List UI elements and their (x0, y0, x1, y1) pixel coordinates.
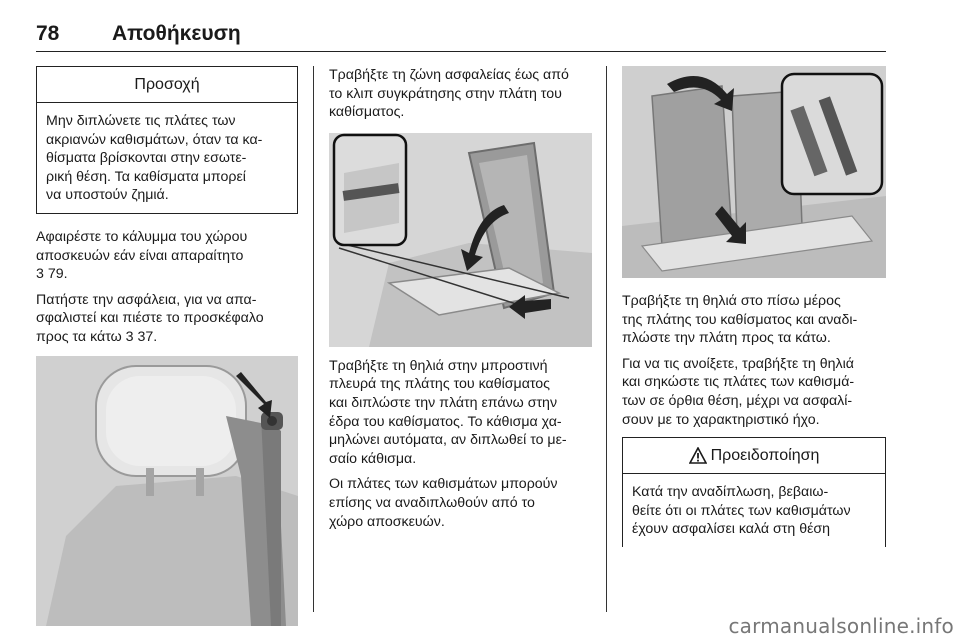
caution-line: ρική θέση. Τα καθίσματα μπορεί (46, 168, 246, 185)
headrest-illustration (36, 356, 298, 626)
text-line: Οι πλάτες των καθισμάτων μπορούν (329, 476, 558, 493)
page-ref-value[interactable]: 37. (137, 328, 158, 345)
text-line: πλώστε την πλάτη προς τα κάτω. (622, 330, 831, 347)
paragraph-remove-cover (36, 228, 298, 284)
text-line: αποσκευών εάν είναι απαραίτητο (36, 247, 244, 264)
paragraph-pull-loop-rear (622, 292, 886, 348)
warning-triangle-icon (689, 447, 707, 464)
fold-seat-illustration (329, 133, 592, 347)
warning-box-title-row (623, 438, 885, 474)
text-line: Πατήστε την ασφάλεια, για να απα- (36, 291, 257, 308)
text-line: επίσης να αναδιπλωθούν από το (329, 494, 535, 511)
warning-line: έχουν ασφαλίσει καλά στη θέση (632, 521, 831, 538)
paragraph-open-seats (622, 355, 886, 429)
text-line: σουν με το χαρακτηριστικό ήχο. (622, 411, 820, 428)
text-line: χώρο αποσκευών. (329, 513, 445, 530)
text-line: Για να τις ανοίξετε, τραβήξτε τη θηλιά (622, 355, 854, 372)
page-ref-arrow[interactable]: 3 (125, 328, 134, 345)
text-line: σφαλιστεί και πιέστε το προσκέφαλο (36, 310, 264, 327)
page-ref-arrow[interactable]: 3 (36, 266, 44, 283)
text-line: και διπλώστε την πλάτη επάνω στην (329, 394, 558, 411)
text-line: Αφαιρέστε το κάλυμμα του χώρου (36, 229, 248, 245)
caution-line: να υποστούν ζημιά. (46, 187, 169, 204)
text-line (36, 328, 298, 347)
caution-box-body (37, 103, 297, 214)
page-ref-value[interactable]: 79. (47, 266, 68, 283)
watermark: carmanualsonline.info (728, 614, 954, 638)
text-line: σαίο κάθισμα. (329, 450, 417, 467)
text-line: καθίσματος. (329, 104, 405, 121)
paragraph-pull-belt (329, 66, 594, 122)
text-line: της πλάτης του καθίσματος και αναδι- (622, 311, 858, 328)
trunk-fold-illustration (622, 66, 886, 278)
text-line (36, 265, 298, 284)
warning-box-title: Προειδοποίηση (710, 447, 820, 465)
warning-box-body (623, 474, 885, 548)
column-3 (622, 66, 886, 547)
text-line: και σηκώστε τις πλάτες των καθισμά- (622, 374, 855, 391)
text-line: πλευρά της πλάτης του καθίσματος (329, 376, 551, 393)
text-line: έδρα του καθίσματος. Το κάθισμα χα- (329, 413, 562, 430)
column-2 (329, 66, 594, 538)
column-divider-1 (313, 66, 314, 612)
warning-box (622, 437, 886, 547)
text-line: των σε όρθια θέση, μέχρι να ασφαλί- (622, 392, 853, 409)
header-rule (36, 51, 886, 52)
warning-line: θείτε ότι οι πλάτες των καθισμάτων (632, 502, 851, 519)
caution-line: Μην διπλώνετε τις πλάτες των (46, 113, 236, 129)
paragraph-pull-loop-front (329, 357, 594, 469)
text-line: μηλώνει αυτόματα, αν διπλωθεί το με- (329, 432, 567, 449)
column-1 (36, 66, 298, 626)
paragraph-press-lock (36, 291, 298, 347)
caution-box (36, 66, 298, 214)
warning-line: Κατά την αναδίπλωση, βεβαιω- (632, 484, 829, 501)
text-line: Τραβήξτε τη θηλιά στην μπροστινή (329, 357, 548, 374)
caution-line: θίσματα βρίσκονται στην εσωτε- (46, 150, 247, 167)
caution-box-title: Προσοχή (37, 67, 297, 103)
column-divider-2 (606, 66, 607, 612)
paragraph-fold-from-trunk (329, 475, 594, 531)
text-line: το κλιπ συγκράτησης στην πλάτη του (329, 85, 562, 102)
text-line: Τραβήξτε τη θηλιά στο πίσω μέρος (622, 293, 841, 309)
text-line: Τραβήξτε τη ζώνη ασφαλείας έως από (329, 67, 569, 83)
page-number: 78 (36, 22, 60, 45)
page-title: Αποθήκευση (112, 22, 241, 45)
text-fragment: προς τα κάτω (36, 328, 122, 345)
caution-line: ακριανών καθισμάτων, όταν τα κα- (46, 131, 263, 148)
